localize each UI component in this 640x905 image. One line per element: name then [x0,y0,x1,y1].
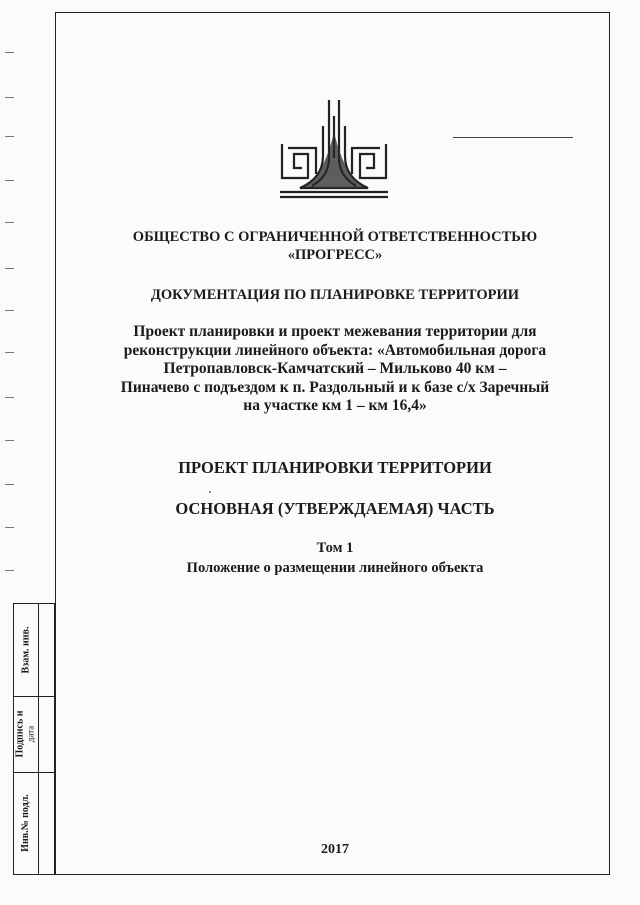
company-logo-icon [278,96,390,200]
project-title-line: Петропавловск-Камчатский – Мильково 40 км – [163,360,507,377]
stamp-divider [38,604,39,874]
organization-name: ОБЩЕСТВО С ОГРАНИЧЕННОЙ ОТВЕТСТВЕННОСТЬЮ [132,229,538,245]
part-title: ОСНОВНАЯ (УТВЕРЖДАЕМАЯ) ЧАСТЬ [175,499,495,518]
binding-mark [5,52,14,53]
stamp-cell-original [14,772,38,874]
stamp-label-replacement-inv: Взам. инв. [20,626,31,674]
side-stamp-table [13,603,55,875]
binding-mark [5,222,14,223]
binding-mark [5,136,14,137]
project-title-line: Проект планировки и проект межевания территории для [133,323,537,340]
document-type: ДОКУМЕНТАЦИЯ ПО ПЛАНИРОВКЕ ТЕРРИТОРИИ [150,287,520,303]
binding-mark [5,527,14,528]
stamp-label-signature [15,710,37,757]
stamp-label-signature-line: Подпись и [15,710,26,758]
project-title-line: реконструкции линейного объекта: «Автомобильная дорога [123,341,547,359]
binding-mark [5,310,14,311]
stamp-label-original-inv: Инв.№ подл. [20,794,32,852]
stamp-label-date-line: дата [26,725,36,743]
binding-mark [5,397,14,398]
organization-heading [95,228,575,264]
project-title-line: на участке км 1 – км 16,4» [243,397,427,414]
project-title-line: Пиначево с подъездом к п. Раздольный и к базе с/х Заречный [120,378,550,396]
binding-mark [5,268,14,269]
binding-mark [5,484,14,485]
volume-title: Положение о размещении линейного объекта [186,560,484,576]
year: 2017 [321,842,349,857]
project-title [95,323,575,416]
binding-mark [5,180,14,181]
decorative-rule [453,137,573,138]
scan-speck [209,491,211,493]
binding-mark [5,570,14,571]
volume-number: Том 1 [316,540,354,556]
stamp-cell-signature [14,696,38,772]
stamp-cell-replacement [14,604,38,696]
binding-mark [5,352,14,353]
binding-mark [5,440,14,441]
company-name: «ПРОГРЕСС» [287,247,383,263]
binding-mark [5,97,14,98]
section-title: ПРОЕКТ ПЛАНИРОВКИ ТЕРРИТОРИИ [178,458,492,477]
